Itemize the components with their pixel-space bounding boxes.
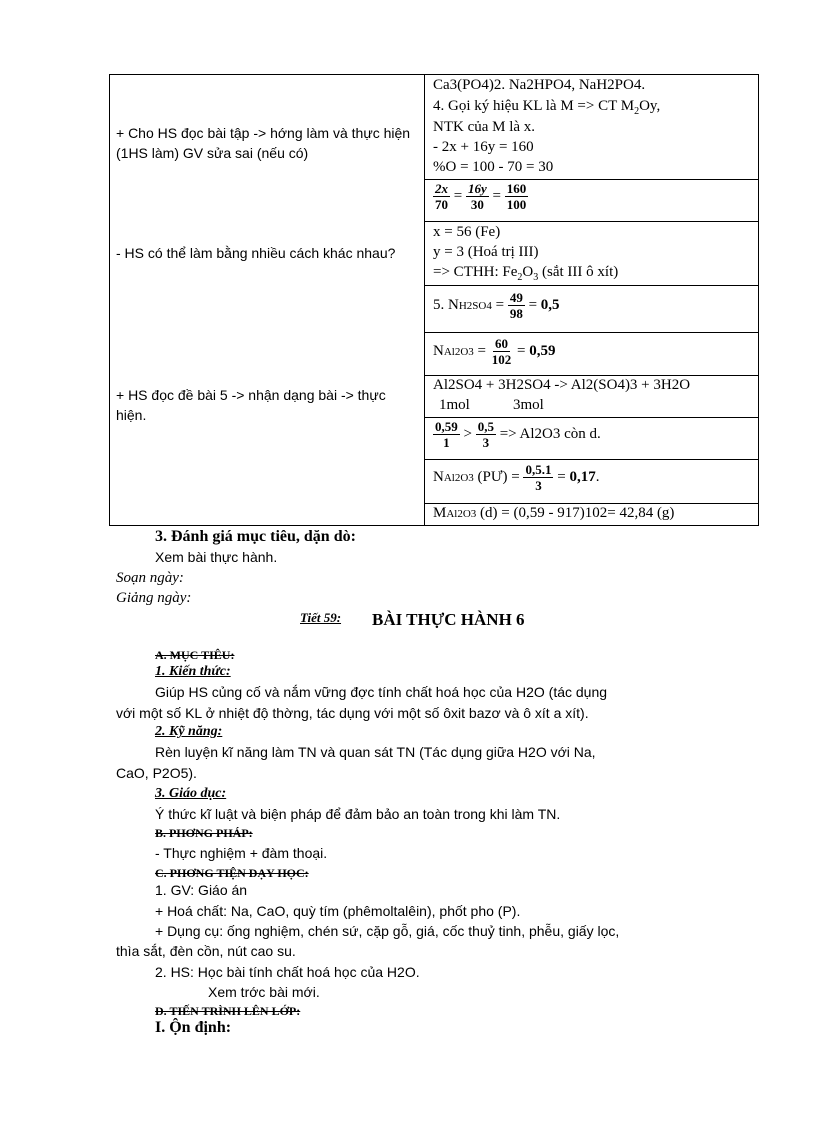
section-a3: 3. Giáo dục: [155, 786, 227, 801]
section-a: A. MỤC TIÊU: [155, 648, 235, 662]
left-note-1: + Cho HS đọc bài tập -> hớng làm và thực hiện (1HS làm) GV sửa sai (nếu có) [116, 125, 411, 161]
section-3-text: Xem bài thực hành. [155, 549, 278, 565]
soan-ngay: Soạn ngày: [116, 570, 184, 586]
table-left-cell [110, 75, 425, 526]
section-3-heading: 3. Đánh giá mục tiêu, dặn dò: [155, 528, 356, 545]
a3-text: Ý thức kĩ luật và biện pháp để đảm bảo an toàn trong khi làm TN. [155, 806, 561, 822]
a1-text-2: với một số KL ở nhiệt độ thờng, tác dụng với một số ôxit bazơ và ô xít a xít). [116, 705, 589, 721]
right-line-4: - 2x + 16y = 160 [433, 139, 534, 155]
c-text-2: + Hoá chất: Na, CaO, quỳ tím (phêmoltalêin), phốt pho (P). [155, 903, 521, 919]
lesson-table [109, 74, 759, 526]
a2-text-2: CaO, P2O5). [116, 765, 197, 781]
section-a2: 2. Kỹ năng: [155, 724, 223, 739]
equation-fractions: $\frac{2x}{70}$ = $\frac{16y}{30}$ = $\frac{160}{100}$ [435, 181, 527, 212]
c-text-1: 1. GV: Giáo án [155, 882, 248, 898]
right-line-14: NAl2O3 (PƯ) = $\frac{0,5.1}{3}$ = 0,17. [433, 462, 600, 493]
right-line-15: MAl2O3 (d) = (0,59 - 917)102= 42,84 (g) [433, 505, 675, 521]
c-text-4: thìa sắt, đèn cồn, nút cao su. [116, 943, 296, 959]
c-text-5: 2. HS: Học bài tính chất hoá học của H2O. [155, 964, 420, 980]
right-line-1: Ca3(PO4)2. Na2HPO4, NaH2PO4. [433, 77, 646, 93]
right-line-2: 4. Gọi ký hiệu KL là M => CT $M_2Oy$, [433, 98, 661, 117]
table-right-cell [425, 75, 759, 526]
section-a1: 1. Kiến thức: [155, 664, 231, 679]
right-line-9: 5. NH2SO4 = $\frac{49}{98}$ = 0,5 [433, 290, 560, 321]
right-line-5: %O = 100 - 70 = 30 [433, 159, 554, 175]
section-c: C. PHƠNG TIỆN DẠY HỌC: [155, 866, 309, 880]
left-note-2: - HS có thể làm bằng nhiều cách khác nhau? [116, 245, 396, 261]
left-note-3: + HS đọc đề bài 5 -> nhận dạng bài -> thực hiện. [116, 387, 386, 423]
c-text-3: + Dụng cụ: ống nghiệm, chén sứ, cặp gỗ, giá, cốc thuỷ tinh, phễu, giấy lọc, [155, 923, 620, 939]
section-d: D. TIẾN TRÌNH LÊN LỚP: [155, 1004, 301, 1018]
a2-text-1: Rèn luyện kĩ năng làm TN và quan sát TN (Tác dụng giữa H2O với Na, [155, 744, 596, 760]
right-line-8: => CTHH: $Fe_2O_3$ (sắt III ô xít) [433, 264, 619, 283]
right-line-12b: 3mol [513, 397, 544, 413]
right-line-6: x = 56 (Fe) [433, 224, 501, 240]
c-text-6: Xem trớc bài mới. [208, 984, 320, 1000]
right-line-10: NAl2O3 = $\frac{60}{102}$ = 0,59 [433, 336, 556, 367]
giang-ngay: Giảng ngày: [116, 590, 192, 606]
section-i: I. Ộn định: [155, 1019, 232, 1036]
right-line-13: $\frac{0,59}{1}$ > $\frac{0,5}{3}$ => Al2O3 còn d. [435, 419, 601, 450]
section-b: B. PHƠNG PHÁP: [155, 826, 253, 840]
right-line-12a: 1mol [439, 397, 470, 413]
right-line-7: y = 3 (Hoá trị III) [433, 244, 539, 260]
page-title: BÀI THỰC HÀNH 6 [372, 610, 525, 629]
right-line-11: Al2SO4 + 3H2SO4 -> Al2(SO4)3 + 3H2O [433, 377, 691, 393]
b-text: - Thực nghiệm + đàm thoại. [155, 845, 328, 861]
right-line-3: NTK của M là x. [433, 119, 536, 135]
a1-text-1: Giúp HS củng cố và nắm vững đợc tính chất hoá học của H2O (tác dụng [155, 684, 608, 700]
tiet-label: Tiết 59: [300, 610, 342, 625]
